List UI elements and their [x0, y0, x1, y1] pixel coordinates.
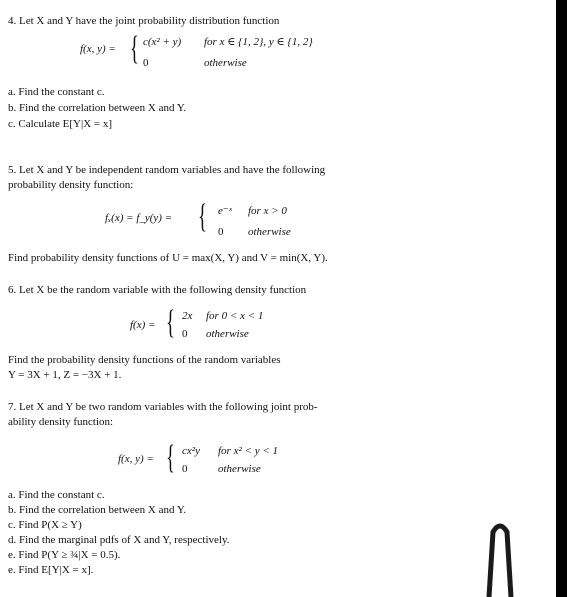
p5-case2-cond: otherwise — [248, 226, 291, 238]
p7-case2-cond: otherwise — [218, 463, 261, 475]
p4-item-a: a. Find the constant c. — [8, 86, 105, 98]
p7-item-b: b. Find the correlation between X and Y. — [8, 504, 187, 516]
p4-brace: { — [130, 30, 139, 67]
p5-lhs: fₓ(x) = f_y(y) = — [105, 212, 173, 224]
p4-item-b: b. Find the correlation between X and Y. — [8, 102, 187, 114]
p7-case1-expr: cx²y — [182, 445, 200, 457]
p6-task-line1: Find the probability density functions of the random variables — [8, 354, 281, 366]
p7-brace: { — [166, 439, 175, 476]
p5-case1-cond: for x > 0 — [248, 205, 287, 217]
p5-task: Find probability density functions of U = max(X, Y) and V = min(X, Y). — [8, 252, 328, 264]
p6-task-line2: Y = 3X + 1, Z = −3X + 1. — [8, 369, 122, 381]
p5-heading-line1: 5. Let X and Y be independent random variables and have the following — [8, 164, 326, 176]
p7-item-a: a. Find the constant c. — [8, 489, 105, 501]
p7-lhs: f(x, y) = — [118, 453, 154, 465]
p6-heading: 6. Let X be the random variable with the following density function — [8, 284, 307, 296]
p5-case2-expr: 0 — [218, 226, 224, 238]
p7-item-d: d. Find the marginal pdfs of X and Y, respectively. — [8, 534, 230, 546]
arc-mark-icon — [486, 518, 514, 597]
p4-item-c: c. Calculate E[Y|X = x] — [8, 118, 113, 130]
p6-case1-expr: 2x — [182, 310, 193, 322]
p7-item-c: c. Find P(X ≥ Y) — [8, 519, 82, 531]
p4-case1-cond: for x ∈ {1, 2}, y ∈ {1, 2} — [204, 36, 313, 48]
p6-brace: { — [166, 304, 175, 341]
right-edge-bar — [556, 0, 567, 597]
p6-case2-expr: 0 — [182, 328, 188, 340]
p6-case2-cond: otherwise — [206, 328, 249, 340]
p4-heading: 4. Let X and Y have the joint probability distribution function — [8, 15, 280, 27]
p4-case2-cond: otherwise — [204, 57, 247, 69]
p7-item-e2: e. Find E[Y|X = x]. — [8, 564, 94, 576]
p5-case1-expr: e⁻ˣ — [218, 205, 232, 217]
p6-case1-cond: for 0 < x < 1 — [206, 310, 264, 322]
p7-heading-line1: 7. Let X and Y be two random variables with the following joint prob- — [8, 401, 318, 413]
p7-case1-cond: for x² < y < 1 — [218, 445, 278, 457]
p4-case1-expr: c(x² + y) — [143, 36, 182, 48]
p7-item-e1: e. Find P(Y ≥ ¾|X = 0.5). — [8, 549, 121, 561]
p7-heading-line2: ability density function: — [8, 416, 114, 428]
p5-heading-line2: probability density function: — [8, 179, 134, 191]
p7-case2-expr: 0 — [182, 463, 188, 475]
p4-case2-expr: 0 — [143, 57, 149, 69]
p4-lhs: f(x, y) = — [80, 43, 116, 55]
p5-brace: { — [198, 198, 207, 235]
p6-lhs: f(x) = — [130, 319, 156, 331]
